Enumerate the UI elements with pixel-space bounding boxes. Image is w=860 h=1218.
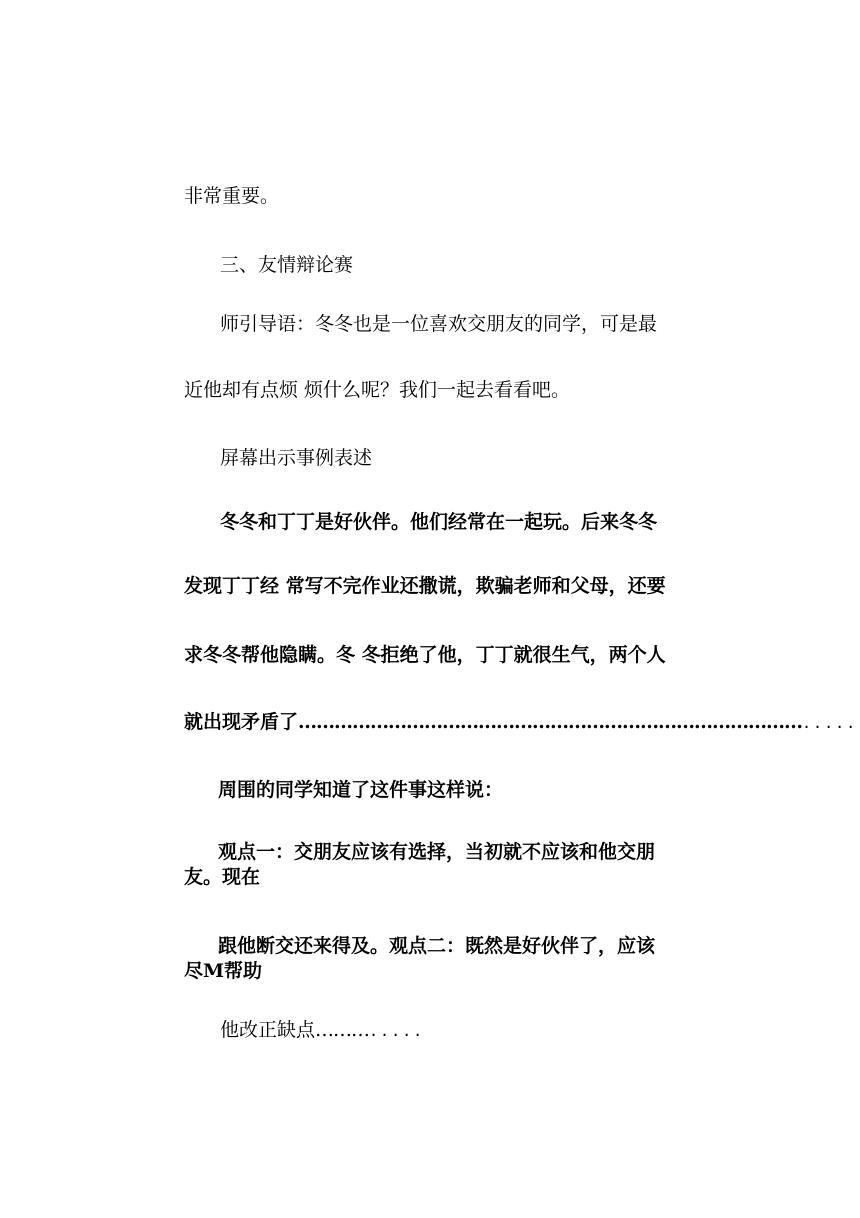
paragraph-line: 近他却有点烦 烦什么呢？我们一起去看看吧。 (184, 379, 571, 401)
paragraph-text: 他改正缺点 (220, 1019, 316, 1041)
viewpoint-line: 观点一：交朋友应该有选择，当初就不应该和他交朋 (218, 841, 656, 863)
ellipsis-tail: ..... (369, 1022, 425, 1040)
example-line: 求冬冬帮他隐瞒。冬 冬拒绝了他，丁丁就很生气，两个人 (184, 644, 666, 666)
viewpoint-line: 跟他断交还来得及。观点二：既然是好伙伴了，应该 (218, 935, 656, 957)
paragraph-line: 非常重要。 (184, 185, 280, 207)
viewpoint-line: 友。现在 (184, 866, 261, 888)
example-text: 就出现矛盾了 (184, 711, 299, 733)
paragraph-line: 师引导语：冬冬也是一位喜欢交朋友的同学，可是最 (220, 313, 658, 335)
section-heading: 三、友情辩论赛 (220, 254, 354, 276)
paragraph-line: 屏幕出示事例表述 (220, 447, 373, 469)
example-line: 发现丁丁经 常写不完作业还撒谎，欺骗老师和父母，还要 (184, 575, 666, 597)
example-line: 周围的同学知道了这件事这样说： (218, 779, 504, 801)
ellipsis-dots: ……… (315, 1019, 370, 1041)
viewpoint-line: 尽M帮助 (184, 960, 263, 982)
example-line: 冬冬和丁丁是好伙伴。他们经常在一起玩。后来冬冬 (220, 511, 658, 533)
ellipsis-tail: ..... (802, 714, 858, 732)
example-line (184, 710, 857, 735)
paragraph-line (220, 1018, 424, 1043)
ellipsis-dots: ………………………………………………………………………… (298, 711, 803, 733)
